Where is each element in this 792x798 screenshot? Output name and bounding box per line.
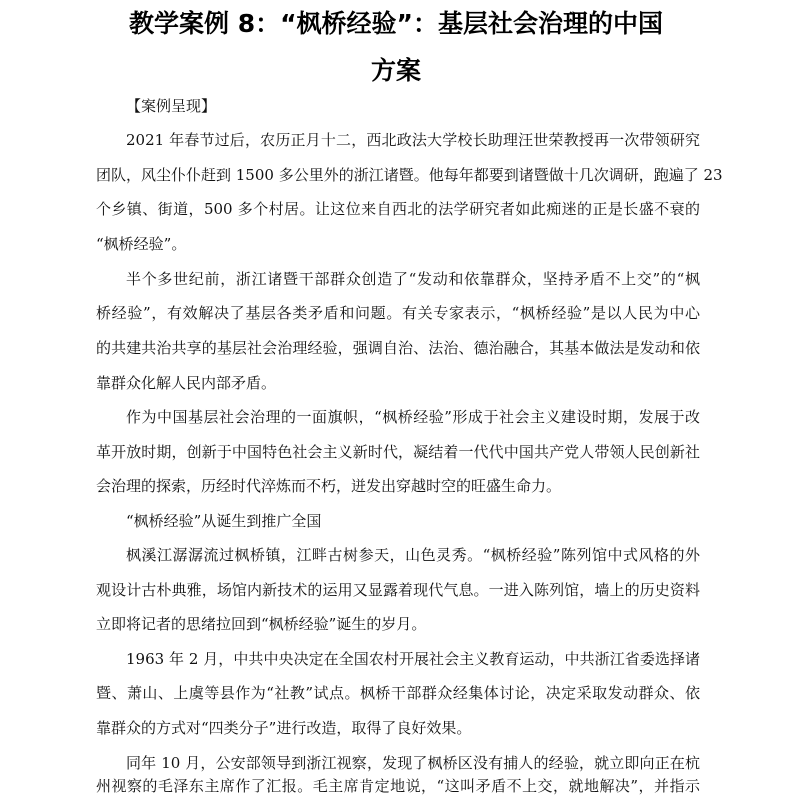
paragraph-line: 个乡镇、街道，500 多个村居。让这位来自西北的法学研究者如此痴迷的正是长盛不衰的 — [96, 200, 700, 218]
paragraph-line: 靠群众的方式对“四类分子”进行改造，取得了良好效果。 — [96, 719, 472, 737]
paragraph-line: 的共建共治共享的基层社会治理经验，强调自治、法治、德治融合，其基本做法是发动和依 — [96, 339, 700, 357]
document-title-line-1: 教学案例 8：“枫桥经验”：基层社会治理的中国 — [129, 9, 663, 38]
paragraph-line: 靠群众化解人民内部矛盾。 — [96, 374, 277, 392]
paragraph-line: 同年 10 月，公安部领导到浙江视察，发现了枫桥区没有捕人的经验，就立即向正在杭 — [126, 754, 700, 772]
section-label: 【案例呈现】 — [126, 97, 217, 115]
document-title-line-2: 方案 — [370, 56, 421, 85]
paragraph-line: 会治理的探索，历经时代淬炼而不朽，迸发出穿越时空的旺盛生命力。 — [96, 477, 562, 495]
paragraph-line: 半个多世纪前，浙江诸暨干部群众创造了“发动和依靠群众，坚持矛盾不上交”的“枫 — [126, 270, 700, 288]
paragraph-line: 1963 年 2 月，中共中央决定在全国农村开展社会主义教育运动，中共浙江省委选择诸 — [126, 650, 700, 668]
paragraph-line: 团队，风尘仆仆赶到 1500 多公里外的浙江诸暨。他每年都要到诸暨做十几次调研，跑遍了 23 — [96, 166, 723, 184]
paragraph-line: 作为中国基层社会治理的一面旗帜，“枫桥经验”形成于社会主义建设时期，发展于改 — [126, 408, 700, 426]
paragraph-line: “枫桥经验”。 — [96, 235, 187, 253]
paragraph-line: 2021 年春节过后，农历正月十二，西北政法大学校长助理汪世荣教授再一次带领研究 — [126, 131, 700, 149]
paragraph-line: 立即将记者的思绪拉回到“枫桥经验”诞生的岁月。 — [96, 615, 427, 633]
paragraph-line: 暨、萧山、上虞等县作为“社教”试点。枫桥干部群众经集体讨论，决定采取发动群众、依 — [96, 684, 700, 702]
paragraph-line: 州视察的毛泽东主席作了汇报。毛主席肯定地说，“这叫矛盾不上交，就地解决”，并指示 — [96, 777, 700, 795]
paragraph-line: 观设计古朴典雅，场馆内新技术的运用又显露着现代气息。一进入陈列馆，墙上的历史资料 — [96, 581, 700, 599]
paragraph-line: 革开放时期，创新于中国特色社会主义新时代，凝结着一代代中国共产党人带领人民创新社 — [96, 443, 700, 461]
subheading: “枫桥经验”从诞生到推广全国 — [126, 512, 322, 530]
paragraph-line: 桥经验”，有效解决了基层各类矛盾和问题。有关专家表示，“枫桥经验”是以人民为中心 — [96, 304, 700, 322]
paragraph-line: 枫溪江潺潺流过枫桥镇，江畔古树参天，山色灵秀。“枫桥经验”陈列馆中式风格的外 — [126, 546, 700, 564]
